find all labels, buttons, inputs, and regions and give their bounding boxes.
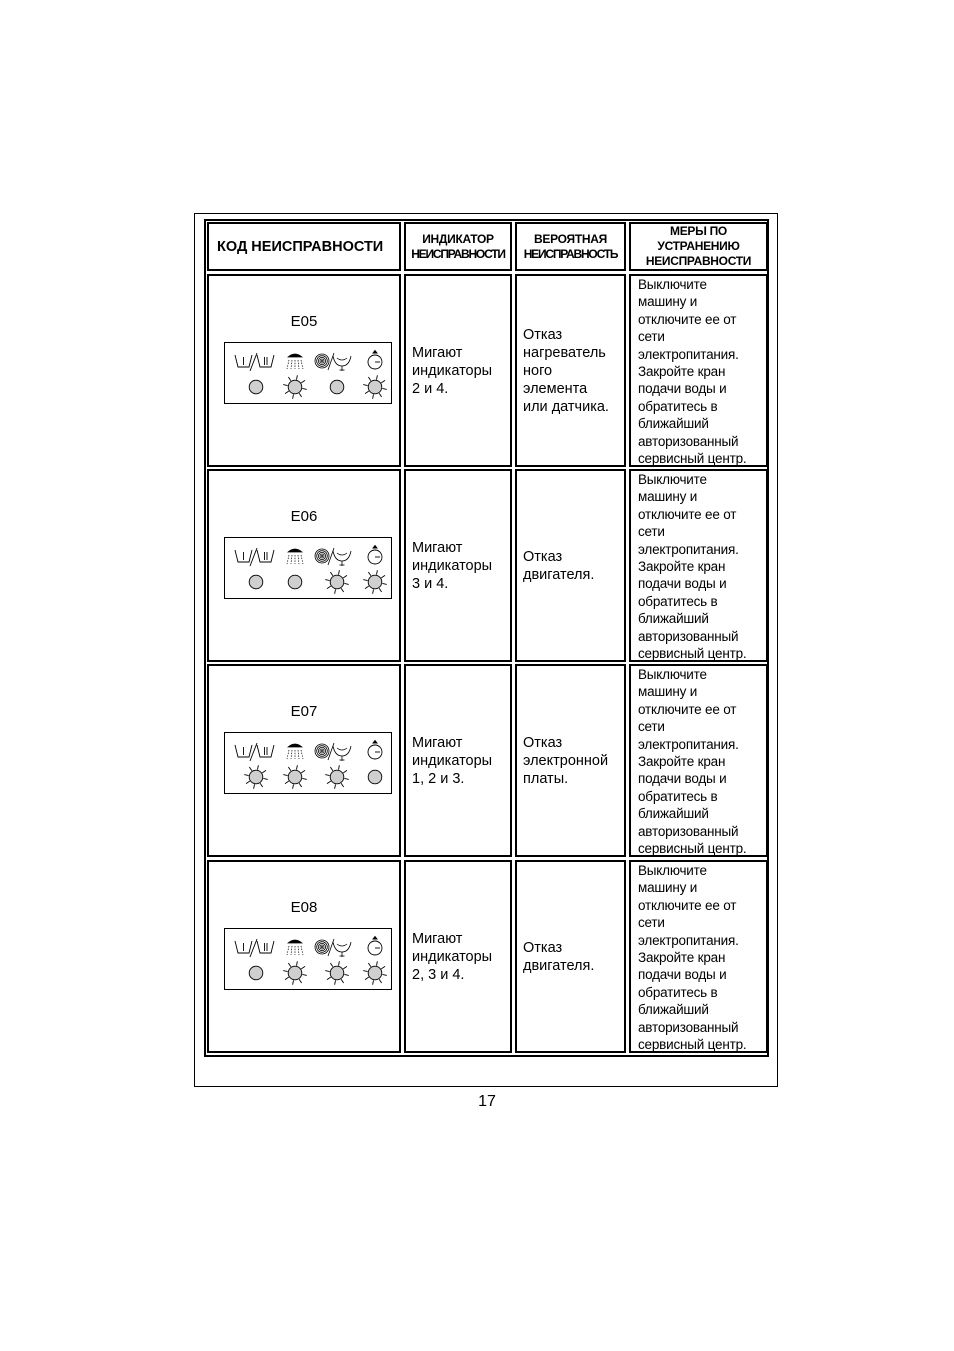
measures-line: отключите ее от [638,897,737,913]
measures-description [638,862,746,1053]
measures-description [638,666,746,857]
led-off-icon [249,966,263,980]
cause-line: элемента [523,380,588,397]
cause-line: или датчика. [523,398,609,415]
measures-line: Закройте кран [638,950,726,966]
header-cause-line: НЕИСПРАВНОСТЬ [523,246,618,261]
cause-description [517,666,624,855]
page-number: 17 [478,1093,496,1110]
indicator-description [406,276,510,465]
header-cell-measures [629,222,768,271]
prewash-mainwash-icon [235,353,274,371]
header-cause-line: ВЕРОЯТНАЯ [534,231,607,246]
code-cell [207,860,401,1053]
measures-cell [629,860,768,1053]
error-code: E07 [290,703,318,720]
header-indicator-label [406,224,510,269]
indicator-line: Мигают [412,539,463,556]
measures-line: электропитания. [638,932,739,948]
header-cell-code [207,222,401,271]
cause-line: ного [523,362,553,379]
indicator-line: 3 и 4. [412,575,449,592]
error-code: E06 [290,508,318,525]
indicator-line: Мигают [412,344,463,361]
measures-line: машину и [638,880,698,896]
led-off-icon [249,575,263,589]
cause-cell [515,274,626,467]
measures-line: Закройте кран [638,364,726,380]
measures-line: подачи воды и [638,576,727,592]
header-cell-cause [515,222,626,271]
code-cell [207,664,401,857]
indicator-description [406,862,510,1051]
indicator-panel [224,342,392,404]
blinking-led-icon [325,765,349,789]
cause-line: двигателя. [523,957,595,974]
measures-line: ближайший [638,806,709,822]
measures-line: Выключите [638,863,707,878]
cause-cell [515,469,626,662]
measures-line: сети [638,524,665,540]
cause-line: Отказ [523,939,563,956]
measures-line: обратитесь в [638,788,718,804]
cause-line: Отказ [523,548,563,565]
measures-line: ближайший [638,416,709,432]
led-off-icon [249,380,263,394]
blinking-led-icon [325,570,349,594]
measures-line: Выключите [638,472,707,487]
header-measures-label [631,224,766,269]
spin-drain-icon [315,548,351,566]
measures-line: электропитания. [638,541,739,557]
indicator-line: 1, 2 и 3. [412,770,465,787]
cause-description [517,471,624,660]
header-cell-indicator [404,222,512,271]
header-measures-line: УСТРАНЕНИЮ [657,239,740,253]
indicator-cell [404,274,512,467]
rinse-shower-icon [287,744,303,759]
measures-cell [629,274,768,467]
cause-line: Отказ [523,326,563,343]
measures-line: сервисный центр. [638,646,747,662]
blinking-led-icon [363,961,387,985]
spin-drain-icon [315,743,351,761]
timer-end-icon [368,937,382,956]
indicator-line: Мигают [412,734,463,751]
cause-cell [515,860,626,1053]
measures-line: машину и [638,489,698,505]
measures-line: авторизованный [638,823,739,839]
header-indicator-line: ИНДИКАТОР [422,231,494,246]
measures-line: обратитесь в [638,984,718,1000]
measures-line: отключите ее от [638,311,737,327]
measures-line: авторизованный [638,433,739,449]
code-cell [207,469,401,662]
indicator-cell [404,860,512,1053]
indicator-panel-graphic [225,343,391,403]
indicator-cell [404,664,512,857]
measures-line: подачи воды и [638,967,727,983]
header-indicator-line: НЕИСПРАВНОСТИ [411,246,505,261]
error-code: E08 [290,899,318,916]
led-off-icon [330,380,344,394]
measures-line: электропитания. [638,346,739,362]
measures-line: сети [638,719,665,735]
header-measures-line: НЕИСПРАВНОСТИ [645,254,752,268]
measures-line: Закройте кран [638,559,726,575]
measures-description [638,276,746,467]
indicator-line: индикаторы [412,362,493,379]
measures-line: Выключите [638,277,707,292]
measures-line: сети [638,915,665,931]
error-code-table [204,219,769,1057]
prewash-mainwash-icon [235,743,274,761]
timer-end-icon [368,546,382,565]
indicator-line: 2 и 4. [412,380,449,397]
cause-line: электронной [523,752,609,769]
led-off-icon [368,770,382,784]
measures-line: авторизованный [638,628,739,644]
cause-cell [515,664,626,857]
blinking-led-icon [363,375,387,399]
spin-drain-icon [315,353,351,371]
indicator-panel-graphic [225,733,391,793]
measures-line: подачи воды и [638,381,727,397]
measures-line: обратитесь в [638,398,718,414]
measures-line: Выключите [638,667,707,682]
cause-description [517,862,624,1051]
header-code-text: КОД НЕИСПРАВНОСТИ [217,238,384,255]
header-code-label [209,224,399,269]
measures-line: ближайший [638,1002,709,1018]
indicator-line: 2, 3 и 4. [412,966,465,983]
indicator-panel [224,537,392,599]
timer-end-icon [368,741,382,760]
indicator-panel [224,928,392,990]
indicator-line: индикаторы [412,557,493,574]
measures-line: подачи воды и [638,771,727,787]
timer-end-icon [368,351,382,370]
measures-line: отключите ее от [638,506,737,522]
measures-line: сервисный центр. [638,451,747,467]
indicator-description [406,666,510,855]
cause-line: двигателя. [523,566,595,583]
blinking-led-icon [283,765,307,789]
measures-line: отключите ее от [638,701,737,717]
prewash-mainwash-icon [235,939,274,957]
cause-description [517,276,624,465]
cause-line: Отказ [523,734,563,751]
measures-description [638,471,746,662]
spin-drain-icon [315,939,351,957]
measures-line: авторизованный [638,1019,739,1035]
indicator-panel-graphic [225,929,391,989]
indicator-line: индикаторы [412,948,493,965]
blinking-led-icon [363,570,387,594]
measures-line: сети [638,329,665,345]
blinking-led-icon [244,765,268,789]
cause-line: нагреватель [523,344,606,361]
blinking-led-icon [283,961,307,985]
rinse-shower-icon [287,940,303,955]
prewash-mainwash-icon [235,548,274,566]
led-off-icon [288,575,302,589]
cause-line: платы. [523,770,569,787]
rinse-shower-icon [287,354,303,369]
indicator-line: индикаторы [412,752,493,769]
blinking-led-icon [325,961,349,985]
measures-line: ближайший [638,611,709,627]
measures-line: сервисный центр. [638,841,747,857]
indicator-description [406,471,510,660]
measures-cell [629,664,768,857]
indicator-line: Мигают [412,930,463,947]
rinse-shower-icon [287,549,303,564]
indicator-cell [404,469,512,662]
measures-line: машину и [638,684,698,700]
measures-line: обратитесь в [638,593,718,609]
header-measures-line: МЕРЫ ПО [670,224,727,238]
indicator-panel-graphic [225,538,391,598]
code-cell [207,274,401,467]
header-cause-label [517,224,624,269]
indicator-panel [224,732,392,794]
blinking-led-icon [283,375,307,399]
measures-line: сервисный центр. [638,1037,747,1053]
measures-line: машину и [638,294,698,310]
measures-line: Закройте кран [638,754,726,770]
measures-line: электропитания. [638,736,739,752]
error-code: E05 [290,313,318,330]
measures-cell [629,469,768,662]
